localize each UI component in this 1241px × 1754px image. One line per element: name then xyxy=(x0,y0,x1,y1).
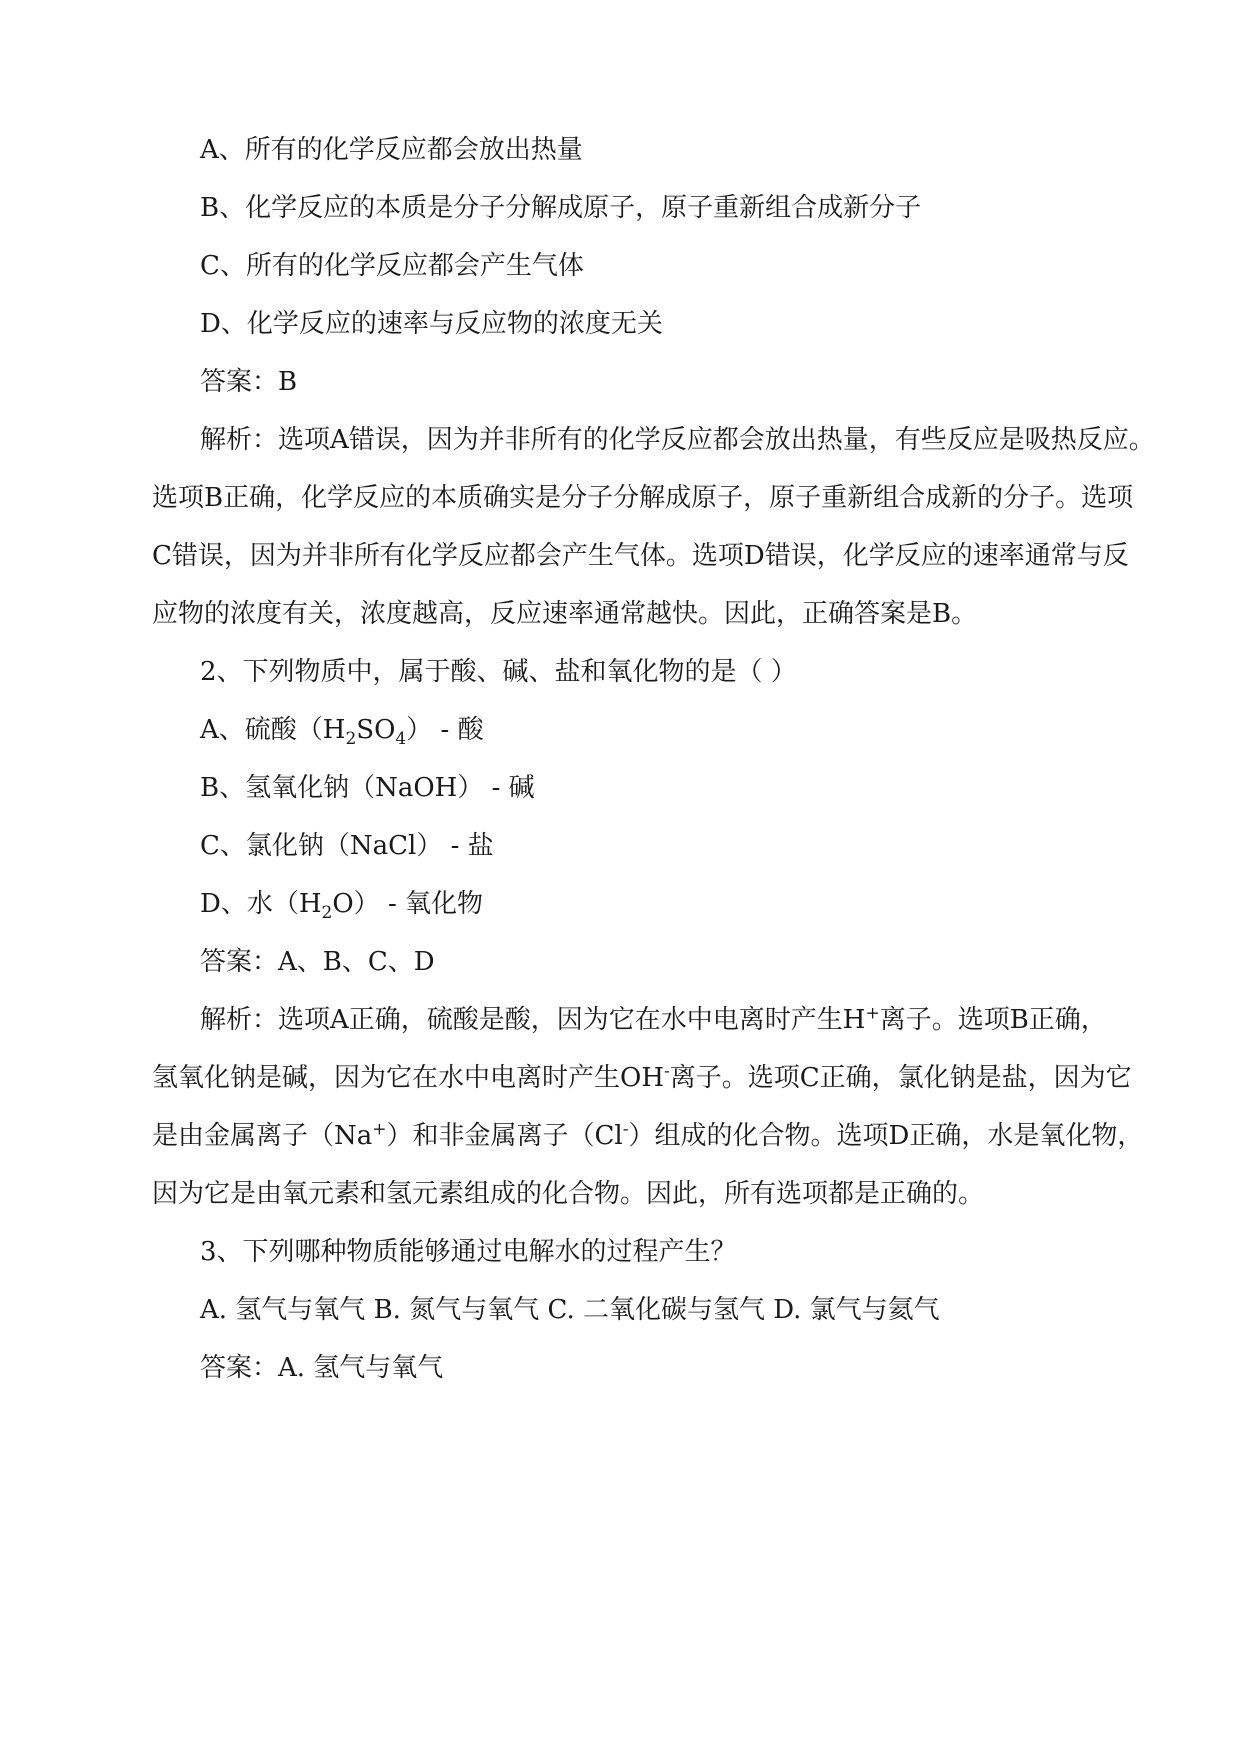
q2-analysis-line-1: 解析：选项A正确，硫酸是酸，因为它在水中电离时产生H+离子。选项B正确， xyxy=(200,1003,1107,1035)
q1-analysis-line-4: 应物的浓度有关，浓度越高，反应速率通常越快。因此，正确答案是B。 xyxy=(152,599,978,629)
q1-analysis-line-1: 解析：选项A错误，因为并非所有的化学反应都会放出热量，有些反应是吸热反应。 xyxy=(200,425,1155,455)
q1-option-c: C、所有的化学反应都会产生气体 xyxy=(200,251,584,281)
q1-option-a: A、所有的化学反应都会放出热量 xyxy=(200,135,583,165)
q2-analysis-line-4: 因为它是由氧元素和氢元素组成的化合物。因此，所有选项都是正确的。 xyxy=(152,1179,985,1209)
q2-option-c: C、氯化钠（NaCl） - 盐 xyxy=(200,831,494,861)
q2-question: 2、下列物质中，属于酸、碱、盐和氧化物的是（ ） xyxy=(200,657,797,687)
q2-analysis-line-2: 氢氧化钠是碱，因为它在水中电离时产生OH-离子。选项C正确，氯化钠是盐，因为它 xyxy=(152,1061,1132,1093)
q1-option-d: D、化学反应的速率与反应物的浓度无关 xyxy=(200,309,663,339)
q1-analysis-line-2: 选项B正确，化学反应的本质确实是分子分解成原子，原子重新组合成新的分子。选项 xyxy=(152,483,1134,513)
q2-answer: 答案：A、B、C、D xyxy=(200,947,435,977)
q1-option-b: B、化学反应的本质是分子分解成原子，原子重新组合成新分子 xyxy=(200,193,922,223)
q2-option-b: B、氢氧化钠（NaOH） - 碱 xyxy=(200,773,535,803)
q2-option-d: D、水$(H_2O)$ - 氧化物 xyxy=(200,889,483,924)
q3-options: A. 氢气与氧气 B. 氮气与氧气 C. 二氧化碳与氢气 D. 氯气与氦气 xyxy=(200,1295,940,1325)
q1-analysis-line-3: C错误，因为并非所有化学反应都会产生气体。选项D错误，化学反应的速率通常与反 xyxy=(152,541,1129,571)
q3-answer: 答案：A. 氢气与氧气 xyxy=(200,1353,444,1383)
q2-analysis-line-3: 是由金属离子（Na+）和非金属离子（Cl-）组成的化合物。选项D正确，水是氧化物， xyxy=(152,1119,1144,1151)
q1-answer: 答案：B xyxy=(200,367,298,397)
q2-option-a: A、硫酸$(H_2SO_4)$ - 酸 xyxy=(200,715,484,750)
q3-question: 3、下列哪种物质能够通过电解水的过程产生？ xyxy=(200,1237,737,1267)
